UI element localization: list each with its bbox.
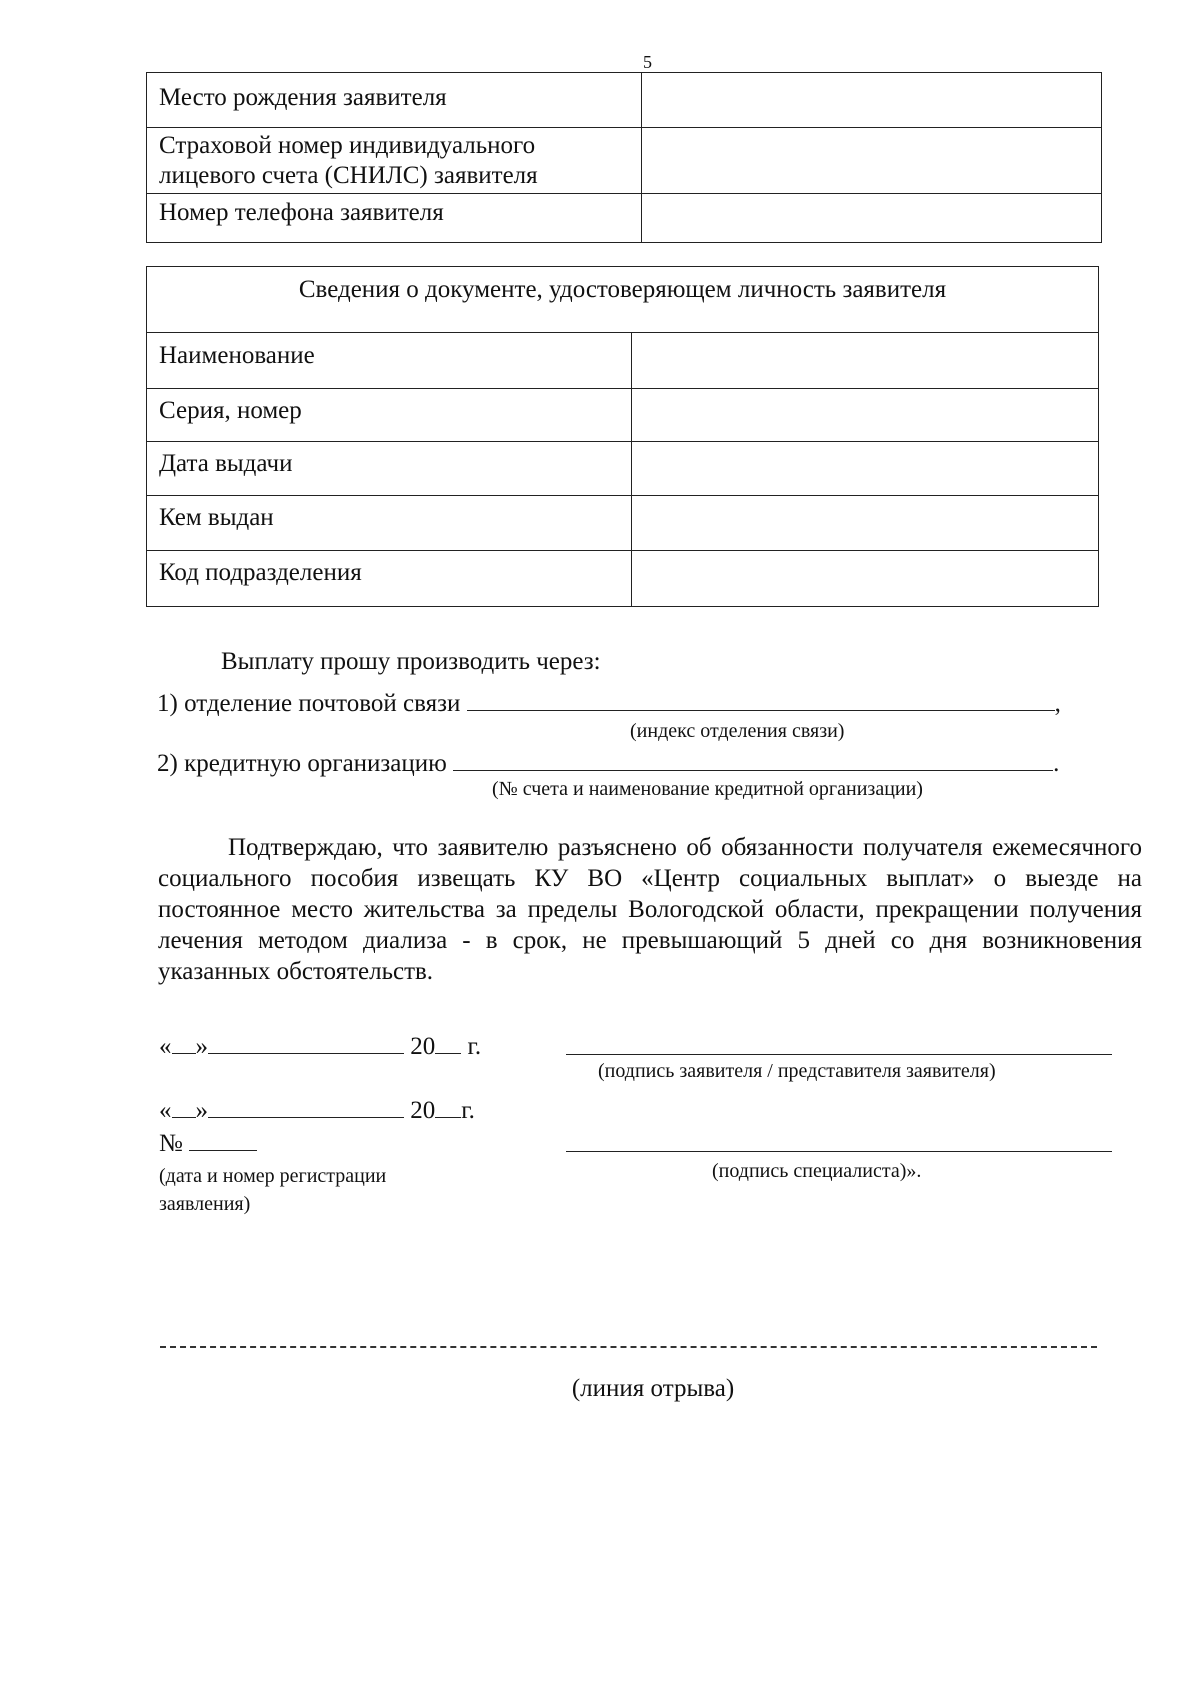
applicant-details-table	[146, 72, 1102, 243]
year-prefix: 20	[410, 1033, 436, 1060]
table-row	[147, 496, 1099, 551]
payment-option-post	[157, 690, 1061, 718]
doc-issued-by-value[interactable]	[632, 496, 1099, 551]
date-close-quote: »	[195, 1033, 208, 1060]
number-sign: №	[159, 1130, 183, 1157]
doc-name-value[interactable]	[632, 333, 1099, 389]
table-row	[147, 194, 1102, 243]
birthplace-value[interactable]	[642, 73, 1102, 128]
date-open-quote: «	[159, 1033, 172, 1060]
applicant-date	[159, 1033, 481, 1061]
applicant-signature-hint: (подпись заявителя / представителя заявителя)	[598, 1060, 996, 1082]
year-suffix: г.	[467, 1033, 482, 1060]
doc-name-label: Наименование	[147, 333, 632, 389]
registration-hint: (дата и номер регистрации заявления)	[159, 1165, 387, 1215]
date-close-quote: »	[195, 1097, 208, 1124]
phone-label: Номер телефона заявителя	[147, 194, 642, 243]
doc-series-label: Серия, номер	[147, 389, 632, 442]
day-field[interactable]	[172, 1097, 196, 1118]
month-field[interactable]	[208, 1033, 404, 1054]
id-document-table	[146, 266, 1099, 607]
payment-option-post-end: ,	[1054, 690, 1061, 717]
table-row	[147, 267, 1099, 333]
post-index-hint: (индекс отделения связи)	[630, 720, 845, 742]
doc-issue-date-label: Дата выдачи	[147, 442, 632, 496]
day-field[interactable]	[172, 1033, 196, 1054]
doc-division-code-label: Код подразделения	[147, 551, 632, 607]
phone-value[interactable]	[642, 194, 1102, 243]
doc-issued-by-label: Кем выдан	[147, 496, 632, 551]
table-row	[147, 442, 1099, 496]
doc-series-value[interactable]	[632, 389, 1099, 442]
doc-issue-date-value[interactable]	[632, 442, 1099, 496]
bank-account-field[interactable]	[453, 750, 1053, 771]
specialist-signature-line[interactable]	[566, 1151, 1112, 1152]
year-prefix: 20	[410, 1097, 436, 1124]
page-number: 5	[643, 52, 652, 72]
year-field[interactable]	[435, 1097, 461, 1118]
payment-option-bank	[157, 750, 1059, 778]
registration-number	[159, 1130, 257, 1158]
date-open-quote: «	[159, 1097, 172, 1124]
snils-label: Страховой номер индивидуального лицевого счета (СНИЛС) заявителя	[147, 128, 642, 194]
table-row	[147, 333, 1099, 389]
tear-line-label: (линия отрыва)	[571, 1375, 735, 1402]
id-document-header: Сведения о документе, удостоверяющем личность заявителя	[147, 267, 1099, 333]
bank-account-hint: (№ счета и наименование кредитной организации)	[492, 778, 923, 800]
table-row	[147, 73, 1102, 128]
table-row	[147, 389, 1099, 442]
doc-division-code-value[interactable]	[632, 551, 1099, 607]
birthplace-label: Место рождения заявителя	[147, 73, 642, 128]
payment-intro: Выплату прошу производить через:	[221, 648, 601, 675]
table-row	[147, 128, 1102, 194]
payment-option-bank-end: .	[1053, 750, 1060, 777]
tear-line	[160, 1346, 1097, 1348]
registration-date	[159, 1097, 475, 1125]
post-index-field[interactable]	[467, 690, 1055, 711]
payment-option-post-label: 1) отделение почтовой связи	[157, 690, 461, 717]
table-row	[147, 551, 1099, 607]
registration-number-field[interactable]	[189, 1130, 257, 1151]
specialist-signature-hint: (подпись специалиста)».	[712, 1160, 922, 1182]
applicant-signature-line[interactable]	[566, 1054, 1112, 1055]
snils-value[interactable]	[642, 128, 1102, 194]
month-field[interactable]	[208, 1097, 404, 1118]
year-suffix: г.	[461, 1097, 475, 1124]
confirmation-paragraph: Подтверждаю, что заявителю разъяснено об обязанности получателя ежемесячного социального пособия извещать КУ ВО «Центр социальных выплат» о выезде на постоянное место жительства за пределы Вологодской области, прекращении получения лечения методом диализа - в срок, не превышающий 5 дней со дня возникновения указанных обстоятельств.	[158, 834, 1142, 985]
payment-option-bank-label: 2) кредитную организацию	[157, 750, 447, 777]
year-field[interactable]	[435, 1033, 461, 1054]
